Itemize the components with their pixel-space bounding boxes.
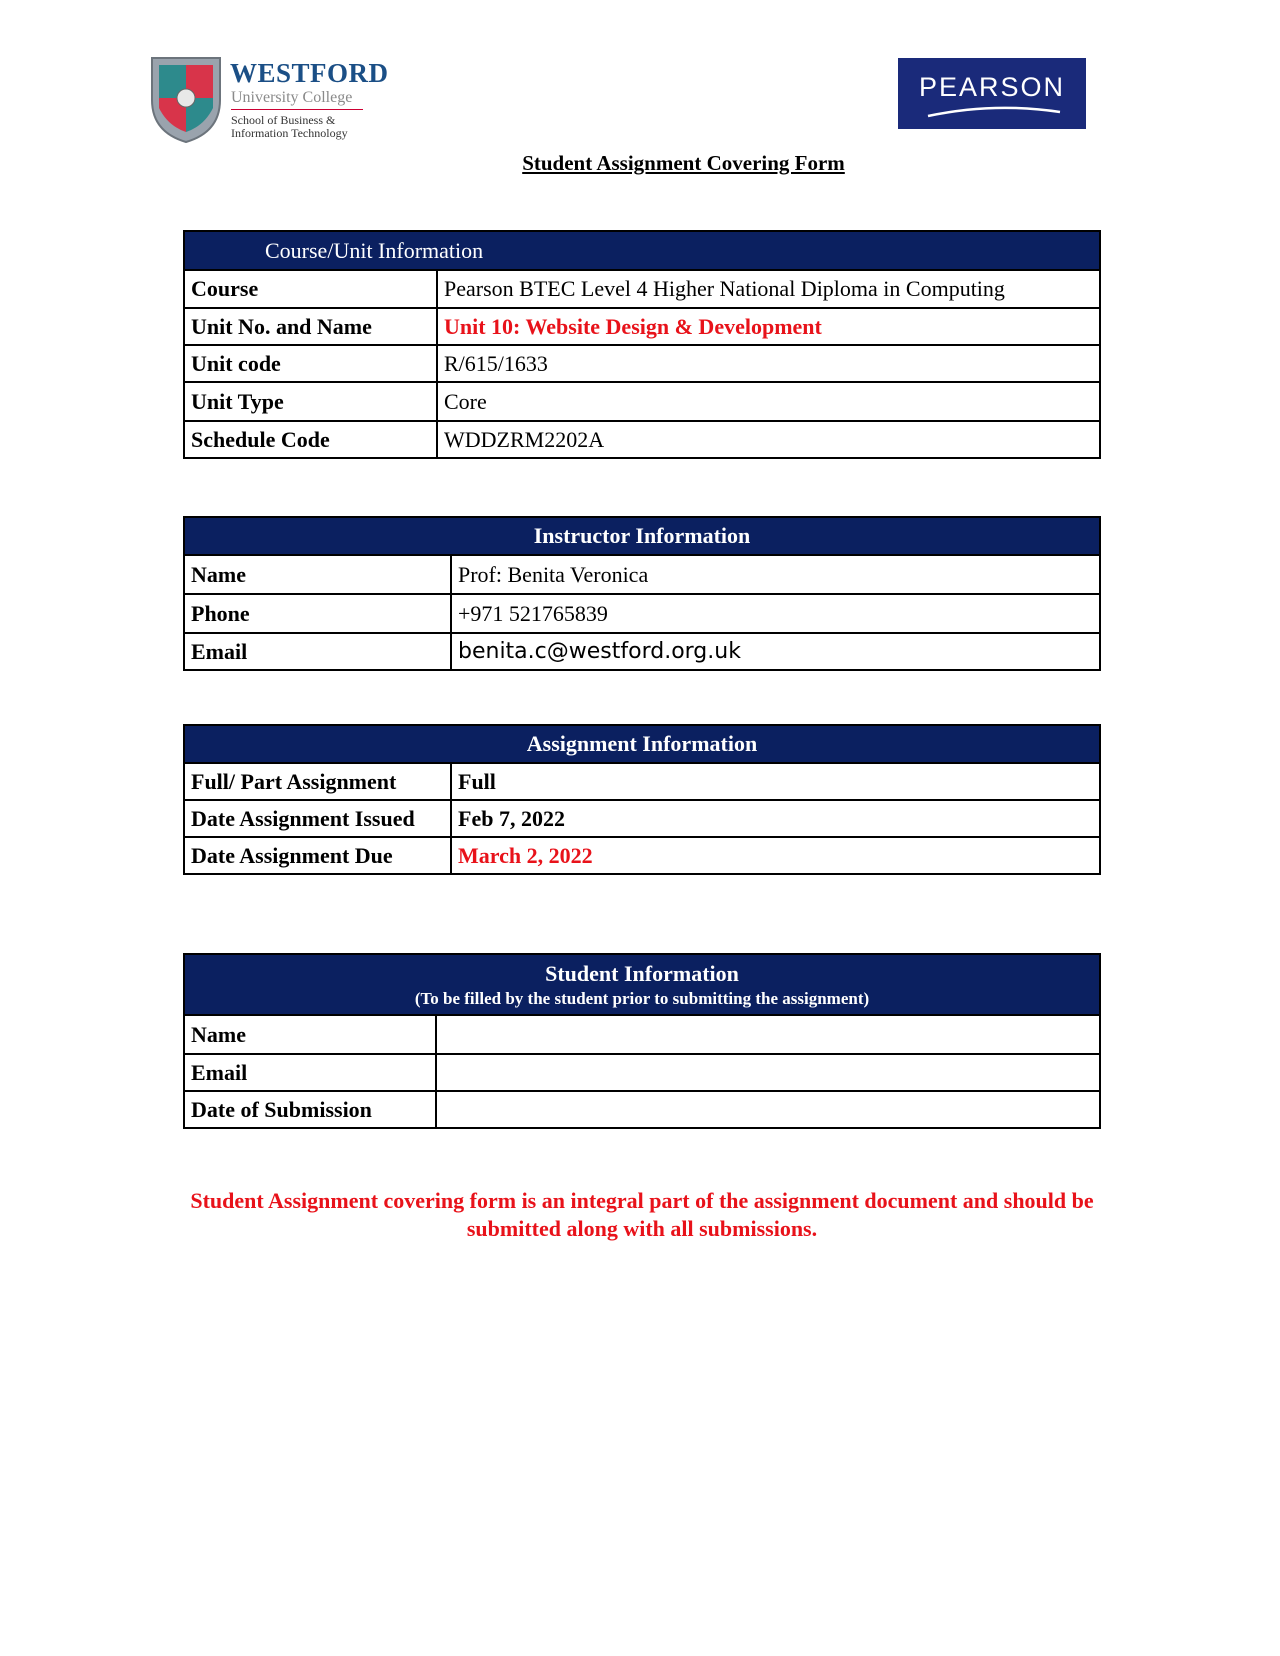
instructor-name-label: Name <box>184 555 451 594</box>
student-name-field[interactable] <box>436 1015 1100 1054</box>
westford-brand: WESTFORD <box>230 58 389 88</box>
student-email-row <box>184 1054 1100 1091</box>
unit-name-label: Unit No. and Name <box>184 308 437 345</box>
unit-code-label: Unit code <box>184 345 437 382</box>
unit-name-row <box>184 308 1100 345</box>
pearson-logo <box>898 58 1086 129</box>
date-issued-value: Feb 7, 2022 <box>451 800 1100 837</box>
schedule-code-row <box>184 421 1100 458</box>
course-value: Pearson BTEC Level 4 Higher National Diploma in Computing <box>437 270 1100 308</box>
page-title: Student Assignment Covering Form <box>522 151 845 175</box>
pearson-swoosh-icon <box>926 104 1062 118</box>
assignment-type-label: Full/ Part Assignment <box>184 763 451 800</box>
instructor-phone-row <box>184 594 1100 633</box>
instructor-email-label: Email <box>184 633 451 670</box>
submission-date-field[interactable] <box>436 1091 1100 1128</box>
instructor-name-value: Prof: Benita Veronica <box>451 555 1100 594</box>
submission-date-row <box>184 1091 1100 1128</box>
student-name-row <box>184 1015 1100 1054</box>
westford-rule <box>231 109 363 110</box>
unit-type-row <box>184 382 1100 421</box>
instructor-email-value: benita.c@westford.org.uk <box>451 633 1100 670</box>
assignment-type-value: Full <box>451 763 1100 800</box>
student-info-heading <box>184 954 1100 1015</box>
unit-code-value: R/615/1633 <box>437 345 1100 382</box>
date-due-value: March 2, 2022 <box>451 837 1100 874</box>
unit-name-value: Unit 10: Website Design & Development <box>437 308 1100 345</box>
unit-type-label: Unit Type <box>184 382 437 421</box>
schedule-code-value: WDDZRM2202A <box>437 421 1100 458</box>
date-due-label: Date Assignment Due <box>184 837 451 874</box>
date-due-row <box>184 837 1100 874</box>
student-info-table <box>183 953 1101 1129</box>
date-issued-row <box>184 800 1100 837</box>
unit-code-row <box>184 345 1100 382</box>
instructor-info-heading: Instructor Information <box>184 517 1100 555</box>
instructor-phone-value: +971 521765839 <box>451 594 1100 633</box>
westford-school <box>231 114 348 140</box>
date-issued-label: Date Assignment Issued <box>184 800 451 837</box>
course-info-table <box>183 230 1101 459</box>
student-info-note: (To be filled by the student prior to submitting the assignment) <box>414 988 870 1008</box>
school-line-2: Information Technology <box>231 126 348 140</box>
instructor-name-row <box>184 555 1100 594</box>
student-email-label: Email <box>184 1054 436 1091</box>
westford-logo <box>148 52 389 146</box>
school-line-1: School of Business & <box>231 113 336 127</box>
pearson-brand: PEARSON <box>918 72 1066 102</box>
assignment-info-heading: Assignment Information <box>184 725 1100 763</box>
submission-date-label: Date of Submission <box>184 1091 436 1128</box>
course-row <box>184 270 1100 308</box>
schedule-code-label: Schedule Code <box>184 421 437 458</box>
westford-shield-icon <box>148 52 224 144</box>
westford-subtitle: University College <box>231 89 353 106</box>
student-name-label: Name <box>184 1015 436 1054</box>
course-info-heading: Course/Unit Information <box>184 231 1100 270</box>
footer-note: Student Assignment covering form is an integral part of the assignment document and should be submitted along with all submissions. <box>190 1188 1094 1241</box>
instructor-phone-label: Phone <box>184 594 451 633</box>
instructor-email-row <box>184 633 1100 670</box>
student-email-field[interactable] <box>436 1054 1100 1091</box>
assignment-info-table <box>183 724 1101 875</box>
course-label: Course <box>184 270 437 308</box>
unit-type-value: Core <box>437 382 1100 421</box>
student-info-title: Student Information <box>545 960 739 986</box>
assignment-type-row <box>184 763 1100 800</box>
instructor-info-table <box>183 516 1101 671</box>
